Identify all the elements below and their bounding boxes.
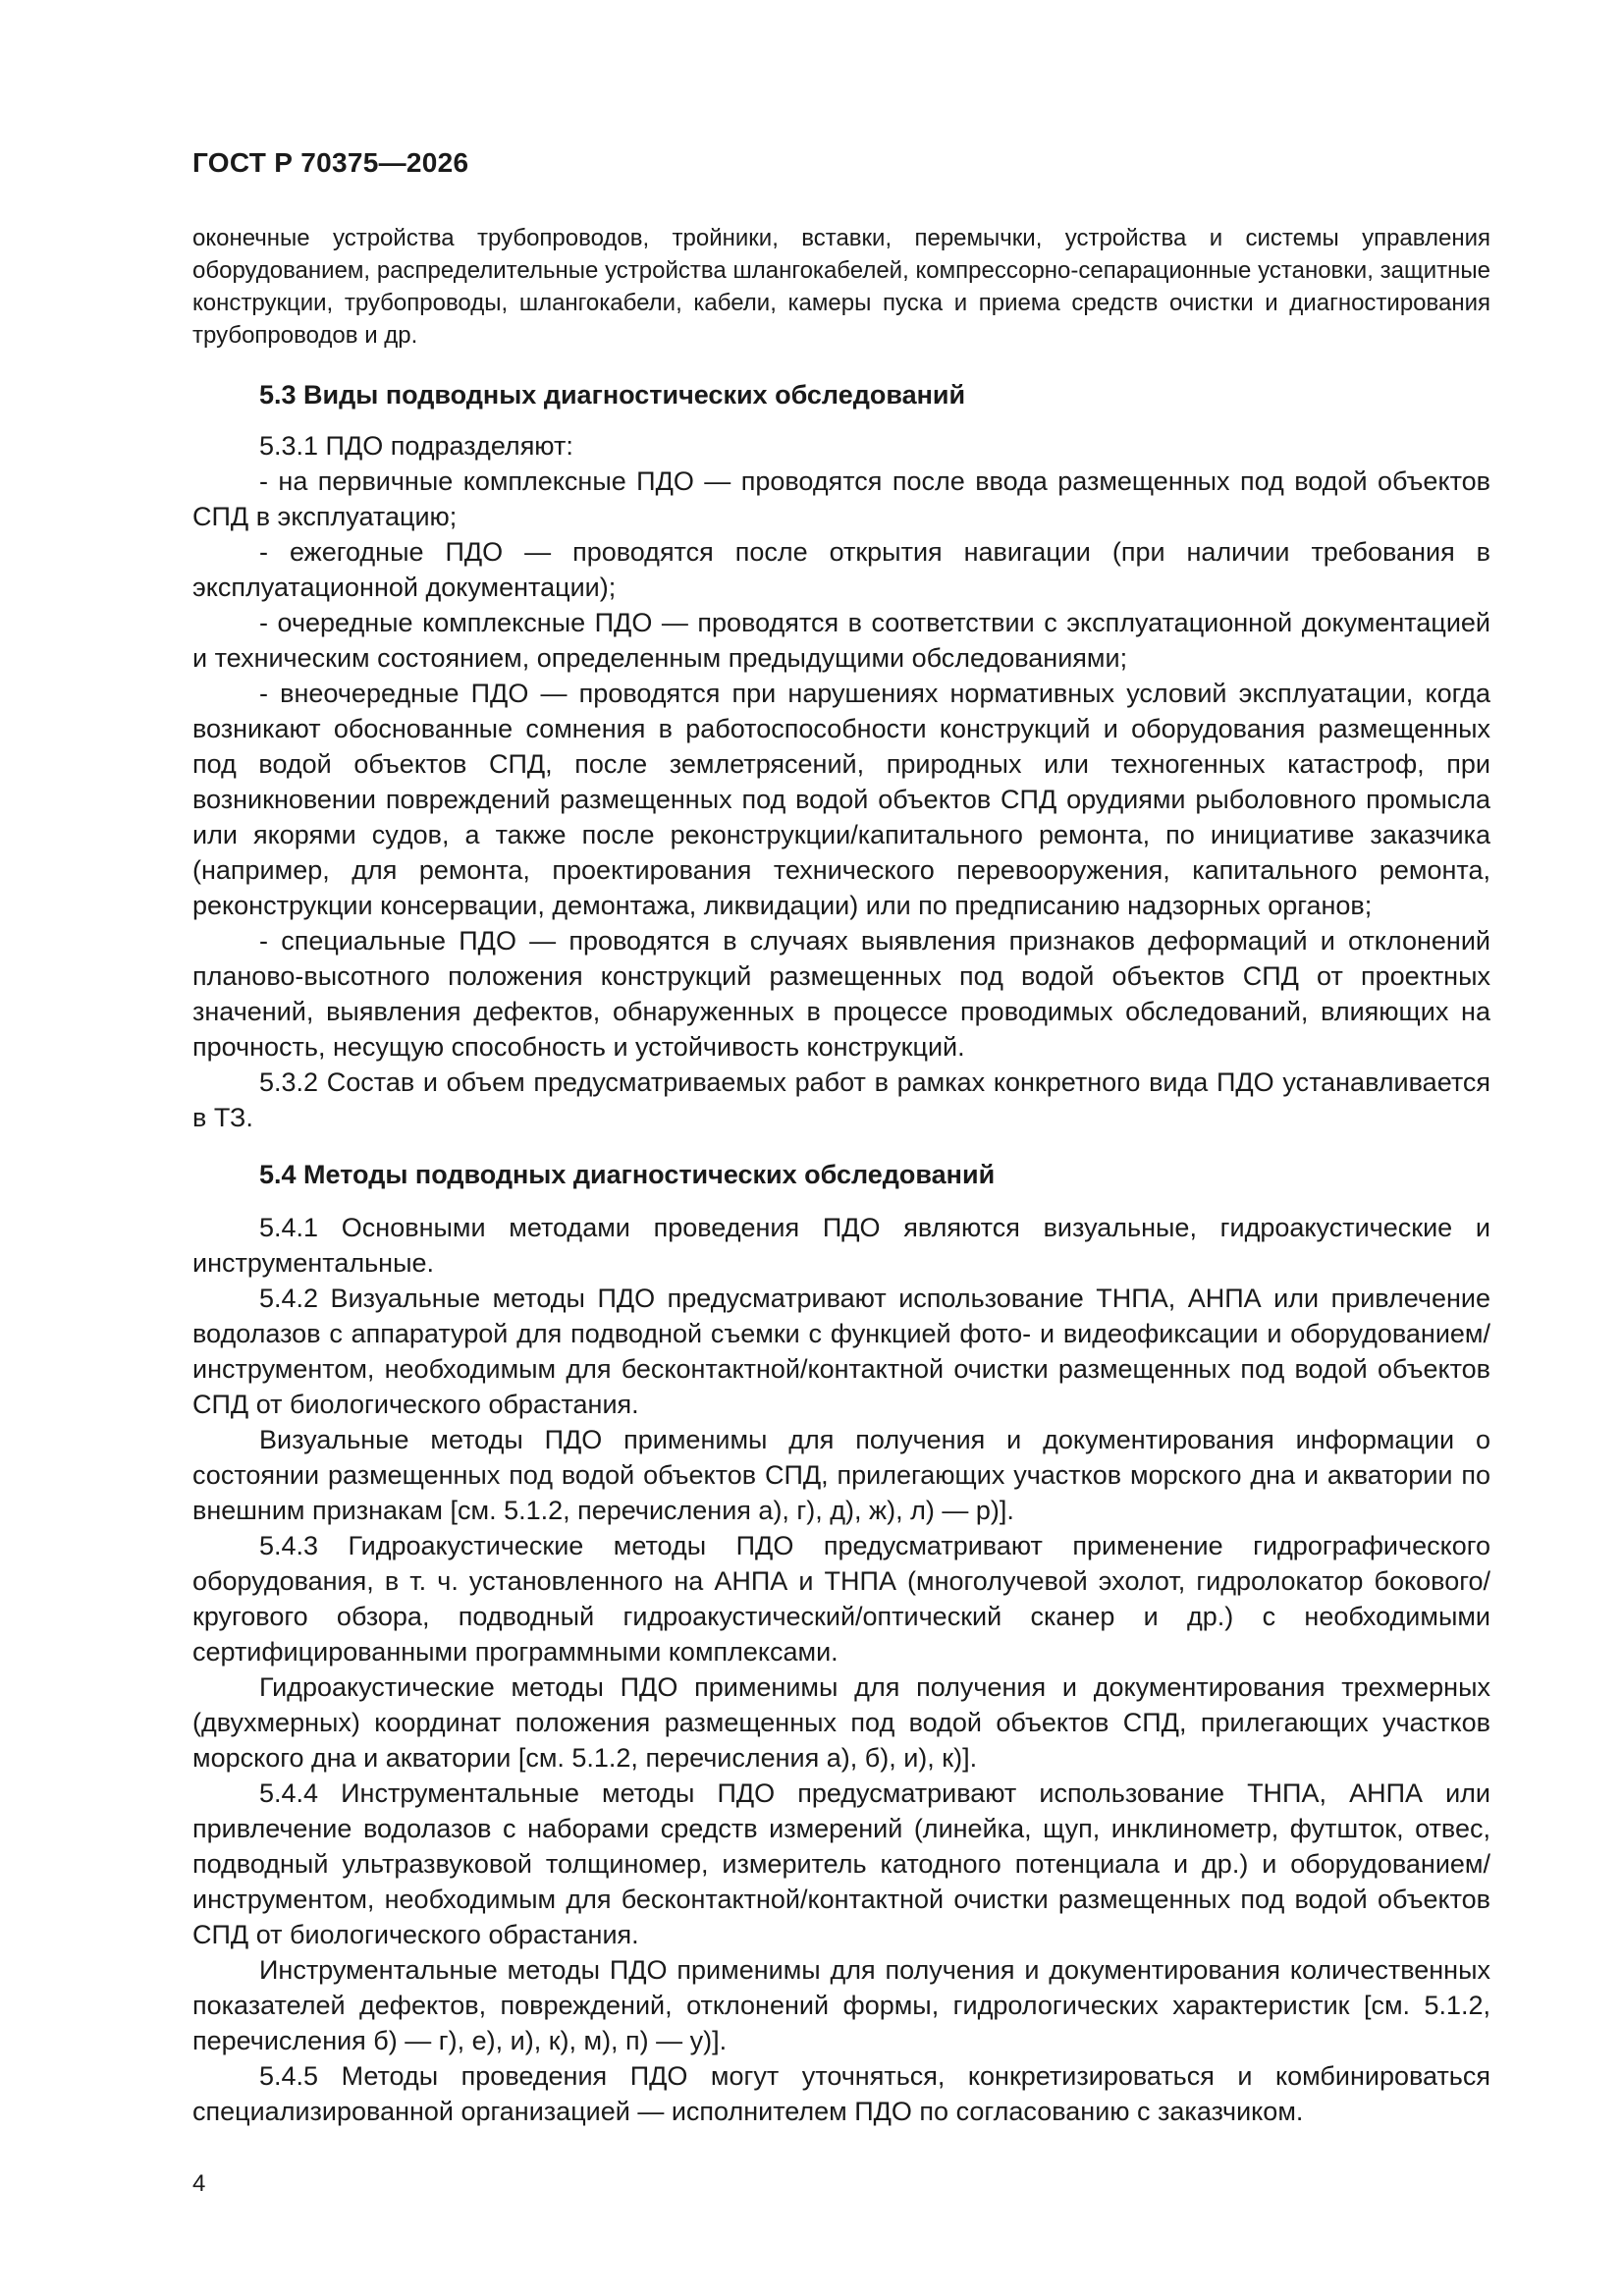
paragraph-5-4-4: 5.4.4 Инструментальные методы ПДО предусматривают использование ТНПА, АНПА или привлечение водолазов с наборами средств измерений (линейка, щуп, инклинометр, футшток, отвес, подводный ультразвуковой толщиномер, измеритель катодного потенциала и др.) и оборудованием/инструментом, необходимым для бесконтактной/контактной очистки размещенных под водой объектов СПД от биологического обрастания. [192, 1778, 1490, 1949]
section-heading-5-3: 5.3 Виды подводных диагностических обследований [259, 380, 966, 410]
document-body [192, 222, 1490, 2129]
page-number: 4 [192, 2170, 206, 2197]
paragraph-5-3-2: 5.3.2 Состав и объем предусматриваемых работ в рамках конкретного вида ПДО устанавливается в ТЗ. [192, 1067, 1490, 1132]
list-item: - очередные комплексные ПДО — проводятся в соответствии с эксплуатационной документацией и техническим состоянием, определенным предыдущими обследованиями; [192, 608, 1490, 673]
list-item: - на первичные комплексные ПДО — проводятся после ввода размещенных под водой объектов СПД в эксплуатацию; [192, 466, 1490, 531]
paragraph-instrumental-methods: Инструментальные методы ПДО применимы для получения и документирования количественных показателей дефектов, повреждений, отклонений формы, гидрологических характеристик [см. 5.1.2, перечисления б) — г), е), и), к), м), п) — у)]. [192, 1955, 1490, 2055]
paragraph-5-3-1: 5.3.1 ПДО подразделяют: [259, 431, 573, 461]
paragraph-5-4-5: 5.4.5 Методы проведения ПДО могут уточняться, конкретизироваться и комбинироваться специализированной организацией — исполнителем ПДО по согласованию с заказчиком. [192, 2061, 1490, 2126]
intro-paragraph: оконечные устройства трубопроводов, тройники, вставки, перемычки, устройства и системы управления оборудованием, распределительные устройства шлангокабелей, компрессорно-сепарационные установки, защитные конструкции, трубопроводы, шлангокабели, кабели, камеры пуска и приема средств очистки и диагностирования трубопроводов и др. [192, 225, 1490, 349]
list-item: - внеочередные ПДО — проводятся при нарушениях нормативных условий эксплуатации, когда возникают обоснованные сомнения в работоспособности конструкций и оборудования размещенных под водой объектов СПД, после землетрясений, природных или техногенных катастроф, при возникновении повреждений размещенных под водой объектов СПД орудиями рыболовного промысла или якорями судов, а также после реконструкции/капитального ремонта, по инициативе заказчика (например, для ремонта, проектирования технического перевооружения, капитального ремонта, реконструкции консервации, демонтажа, ликвидации) или по предписанию надзорных органов; [192, 679, 1490, 920]
list-item: - ежегодные ПДО — проводятся после открытия навигации (при наличии требования в эксплуатационной документации); [192, 537, 1490, 602]
paragraph-5-4-2: 5.4.2 Визуальные методы ПДО предусматривают использование ТНПА, АНПА или привлечение водолазов с аппаратурой для подводной съемки с функцией фото- и видеофиксации и оборудованием/инструментом, необходимым для бесконтактной/контактной очистки размещенных под водой объектов СПД от биологического обрастания. [192, 1284, 1490, 1419]
list-item: - специальные ПДО — проводятся в случаях выявления признаков деформаций и отклонений планово-высотного положения конструкций размещенных под водой объектов СПД от проектных значений, выявления дефектов, обнаруженных в процессе проводимых обследований, влияющих на прочность, несущую способность и устойчивость конструкций. [192, 926, 1490, 1062]
paragraph-visual-methods: Визуальные методы ПДО применимы для получения и документирования информации о состоянии размещенных под водой объектов СПД, прилегающих участков морского дна и акватории по внешним признакам [см. 5.1.2, перечисления а), г), д), ж), л) — р)]. [192, 1425, 1490, 1525]
paragraph-5-4-1: 5.4.1 Основными методами проведения ПДО являются визуальные, гидроакустические и инструментальные. [192, 1213, 1490, 1278]
paragraph-hydroacoustic-methods: Гидроакустические методы ПДО применимы для получения и документирования трехмерных (двухмерных) координат положения размещенных под водой объектов СПД, прилегающих участков морского дна и акватории [см. 5.1.2, перечисления а), б), и), к)]. [192, 1672, 1490, 1773]
section-heading-5-4: 5.4 Методы подводных диагностических обследований [259, 1160, 996, 1189]
document-header: ГОСТ Р 70375—2026 [192, 147, 469, 178]
paragraph-5-4-3: 5.4.3 Гидроакустические методы ПДО предусматривают применение гидрографического оборудования, в т. ч. установленного на АНПА и ТНПА (многолучевой эхолот, гидролокатор бокового/кругового обзора, подводный гидроакустический/оптический сканер и др.) с необходимыми сертифицированными программными комплексами. [192, 1531, 1490, 1667]
